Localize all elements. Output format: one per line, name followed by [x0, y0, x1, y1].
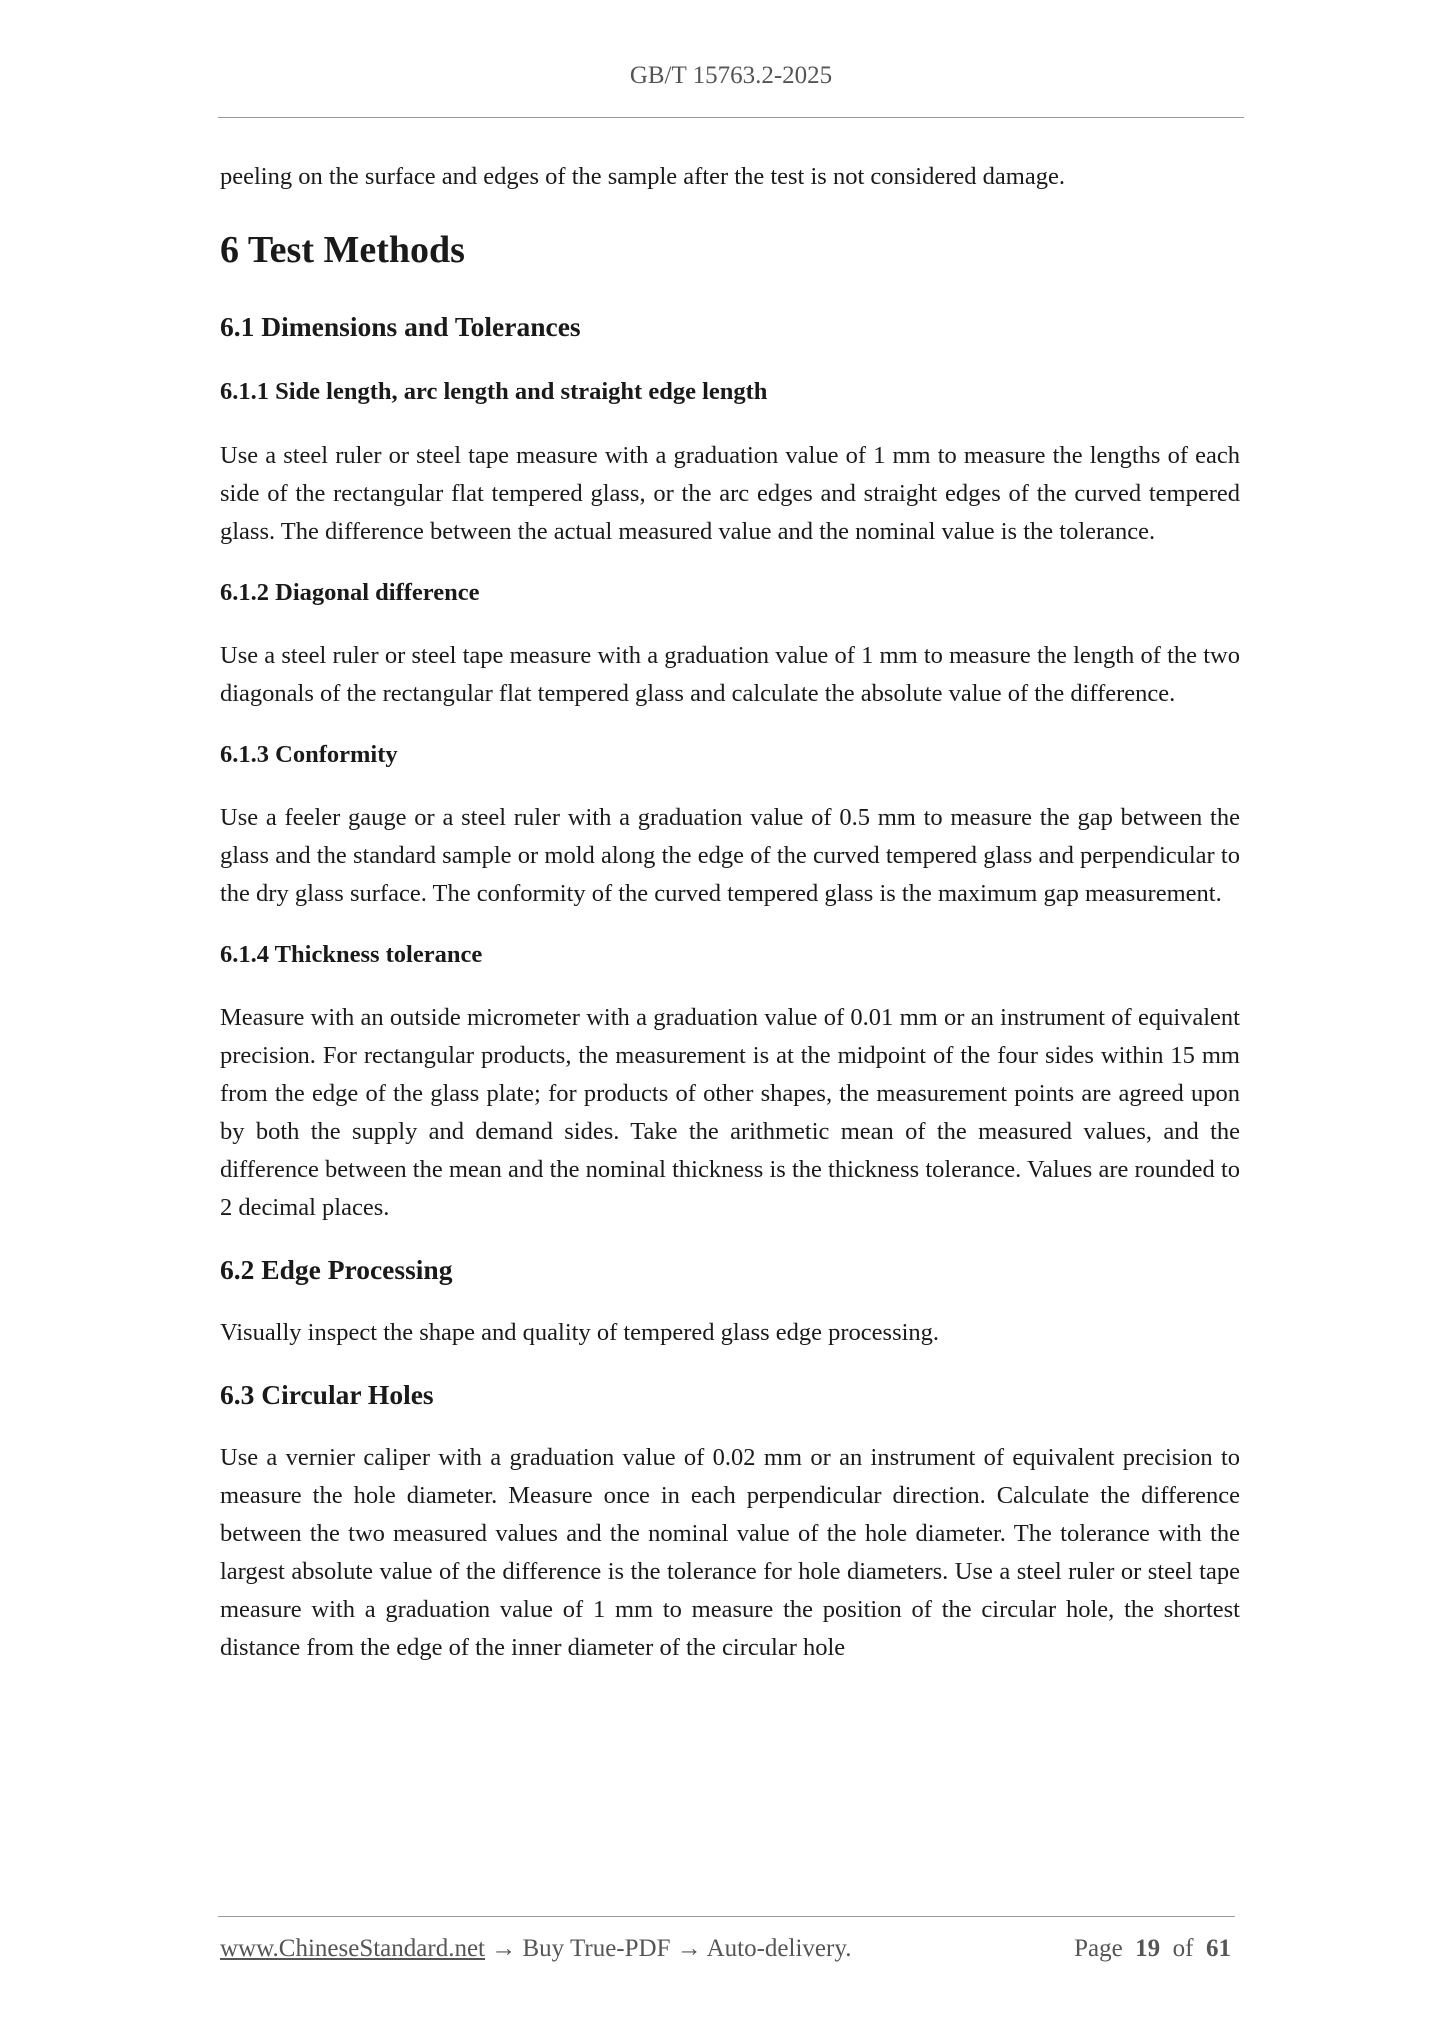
page-footer: [220, 1935, 1235, 1971]
section-6-1-3-text: Use a feeler gauge or a steel ruler with a graduation value of 0.5 mm to measure the gap between the glass and the standard sample or mold along the edge of the curved tempered glass and perpendicular to the dry glass surface. The conformity of the curved tempered glass is the maximum gap measurement.: [220, 804, 1240, 907]
section-6-1-3-heading: 6.1.3 Conformity: [220, 741, 398, 768]
section-6-1-4-heading: 6.1.4 Thickness tolerance: [220, 941, 483, 968]
header-divider: [218, 117, 1244, 118]
website-link[interactable]: www.ChineseStandard.net: [220, 1935, 485, 1962]
section-6-3-heading: 6.3 Circular Holes: [220, 1379, 434, 1410]
intro-paragraph: peeling on the surface and edges of the sample after the test is not considered damage.: [220, 163, 1065, 190]
footer-divider: [218, 1916, 1235, 1917]
section-6-1-2-text: Use a steel ruler or steel tape measure with a graduation value of 1 mm to measure the length of the two diagonals of the rectangular flat tempered glass and calculate the absolute value of the difference.: [220, 642, 1240, 707]
section-6-1-4-text: Measure with an outside micrometer with a graduation value of 0.01 mm or an instrument of equivalent precision. For rectangular products, the measurement is at the midpoint of the four sides within 15 mm from the edge of the glass plate; for products of other shapes, the measurement points are agreed upon by both the supply and demand sides. Take the arithmetic mean of the measured values, and the difference between the mean and the nominal thickness is the thickness tolerance. Values are rounded to 2 decimal places.: [220, 1004, 1240, 1221]
section-6-2-text: Visually inspect the shape and quality of tempered glass edge processing.: [220, 1319, 940, 1346]
buy-pdf-text: Buy True-PDF: [522, 1935, 671, 1962]
arrow-right-icon: →: [485, 1935, 523, 1962]
page-label: Page: [1074, 1935, 1123, 1962]
section-6-1-1-heading: 6.1.1 Side length, arc length and straight edge length: [220, 378, 768, 405]
section-6-heading: 6 Test Methods: [220, 229, 465, 271]
section-6-1-2-heading: 6.1.2 Diagonal difference: [220, 579, 480, 606]
document-header-id: GB/T 15763.2-2025: [629, 62, 833, 89]
section-6-2-heading: 6.2 Edge Processing: [220, 1254, 453, 1285]
arrow-right-icon: →: [670, 1935, 707, 1962]
section-6-1-heading: 6.1 Dimensions and Tolerances: [220, 311, 581, 342]
page-of-label: of: [1172, 1935, 1194, 1962]
section-6-1-1-text: Use a steel ruler or steel tape measure with a graduation value of 1 mm to measure the lengths of each side of the rectangular flat tempered glass, or the arc edges and straight edges of the curved tempered glass. The difference between the actual measured value and the nominal value is the tolerance.: [220, 442, 1240, 545]
section-6-3-text: Use a vernier caliper with a graduation value of 0.02 mm or an instrument of equivalent precision to measure the hole diameter. Measure once in each perpendicular direction. Calculate the difference between the two measured values and the nominal value of the hole diameter. The tolerance with the largest absolute value of the difference is the tolerance for hole diameters. Use a steel ruler or steel tape measure with a graduation value of 1 mm to measure the position of the circular hole, the shortest distance from the edge of the inner diameter of the circular hole: [220, 1444, 1240, 1661]
footer-promo: [220, 1935, 851, 1963]
page-content: [220, 158, 1240, 1667]
page-total: 61: [1206, 1935, 1231, 1962]
page-number: [1074, 1935, 1231, 1963]
page-current: 19: [1135, 1935, 1161, 1962]
delivery-text: Auto-delivery.: [706, 1935, 852, 1962]
